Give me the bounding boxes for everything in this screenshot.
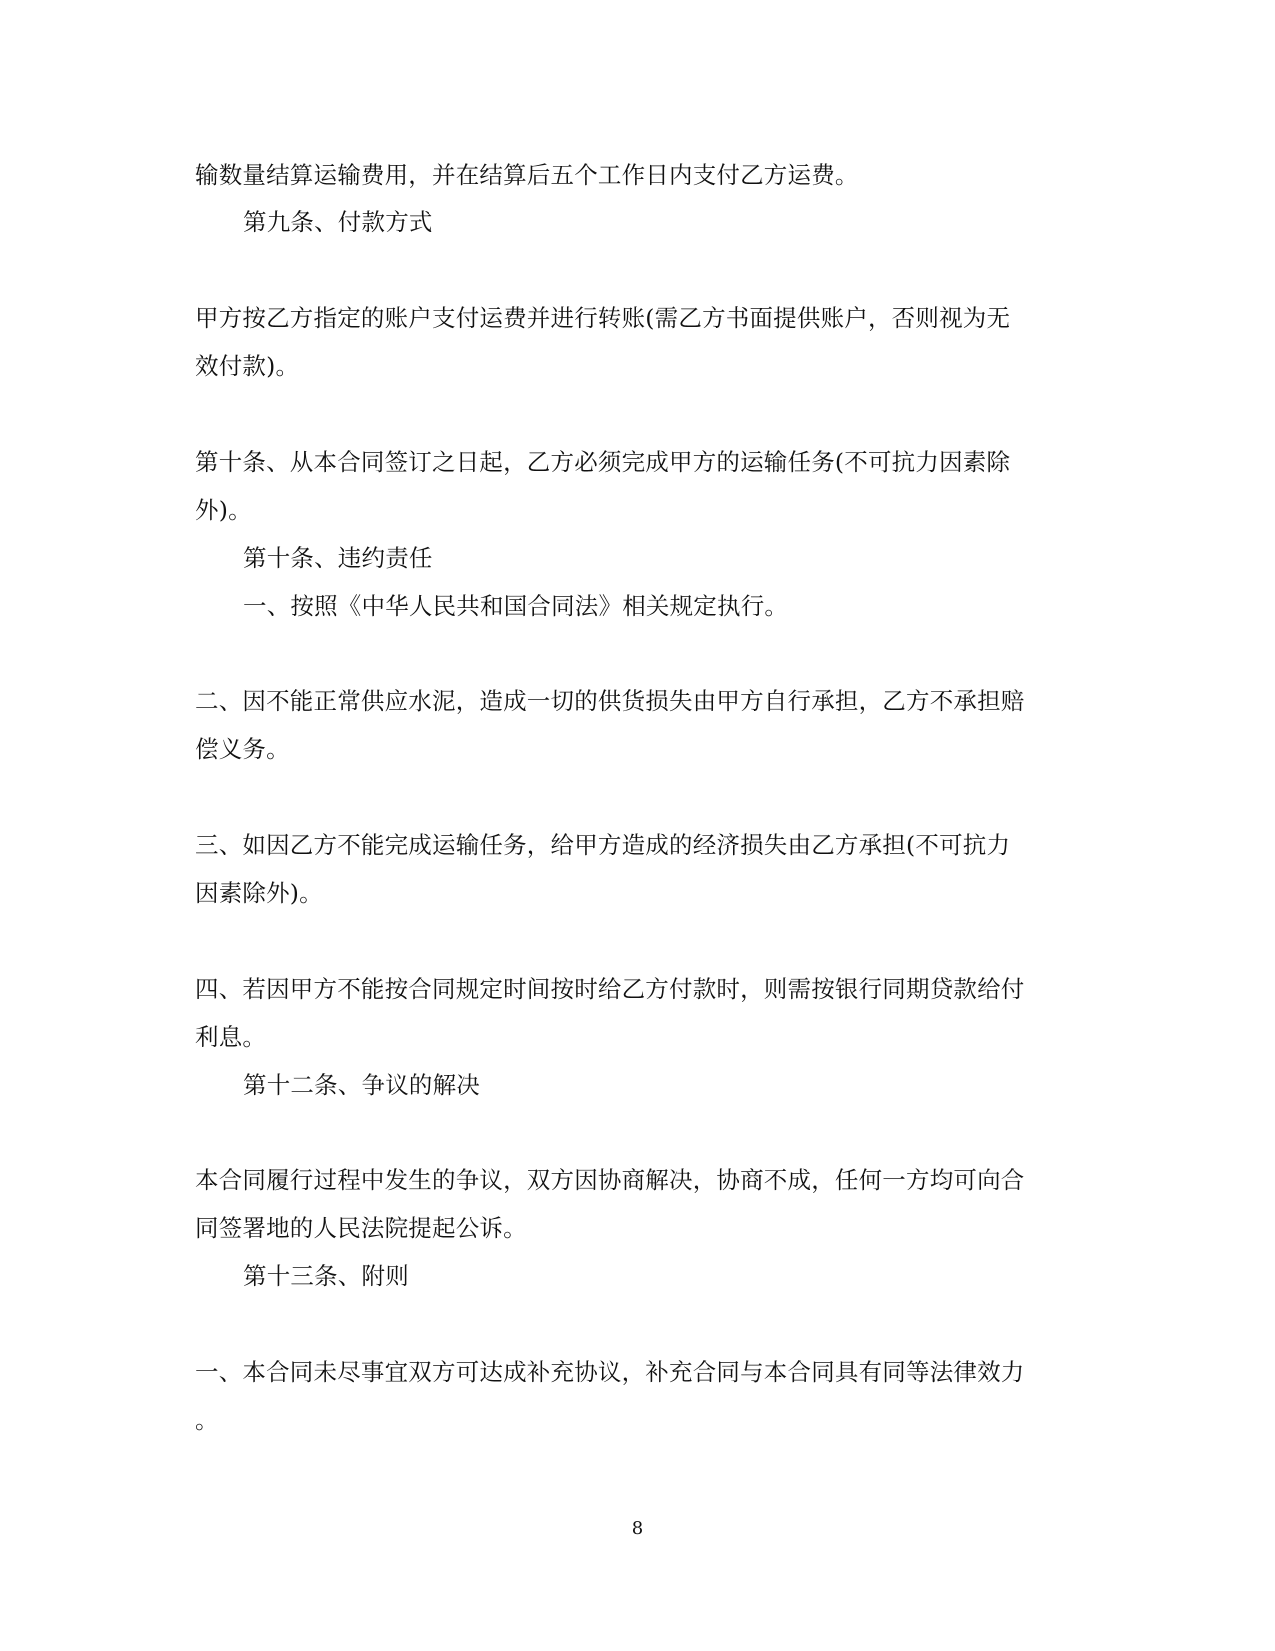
text-line: 外)。 [195,496,252,524]
text-line: 偿义务。 [195,735,290,763]
text-line: 甲方按乙方指定的账户支付运费并进行转账(需乙方书面提供账户，否则视为无 [195,304,1011,332]
text-line: 一、本合同未尽事宜双方可达成补充协议，补充合同与本合同具有同等法律效力 [195,1358,1025,1386]
text-line: 因素除外)。 [195,879,323,907]
text-line: 利息。 [195,1023,267,1051]
text-line: 第十条、从本合同签订之日起，乙方必须完成甲方的运输任务(不可抗力因素除 [195,448,1011,476]
text-line: 。 [195,1406,219,1434]
page-number: 8 [631,1518,644,1539]
section-heading: 第九条、付款方式 [243,208,433,236]
text-line: 四、若因甲方不能按合同规定时间按时给乙方付款时，则需按银行同期贷款给付 [195,975,1025,1003]
section-heading: 第十三条、附则 [243,1262,409,1290]
text-line: 效付款)。 [195,352,300,380]
text-line: 同签署地的人民法院提起公诉。 [195,1214,527,1242]
text-line: 输数量结算运输费用，并在结算后五个工作日内支付乙方运费。 [195,161,859,189]
text-line: 本合同履行过程中发生的争议，双方因协商解决，协商不成，任何一方均可向合 [195,1166,1025,1194]
text-line: 二、因不能正常供应水泥，造成一切的供货损失由甲方自行承担，乙方不承担赔 [195,687,1025,715]
section-heading: 第十条、违约责任 [243,544,433,572]
text-line: 三、如因乙方不能完成运输任务，给甲方造成的经济损失由乙方承担(不可抗力 [195,831,1011,859]
text-line: 一、按照《中华人民共和国合同法》相关规定执行。 [243,592,789,620]
section-heading: 第十二条、争议的解决 [243,1071,480,1099]
